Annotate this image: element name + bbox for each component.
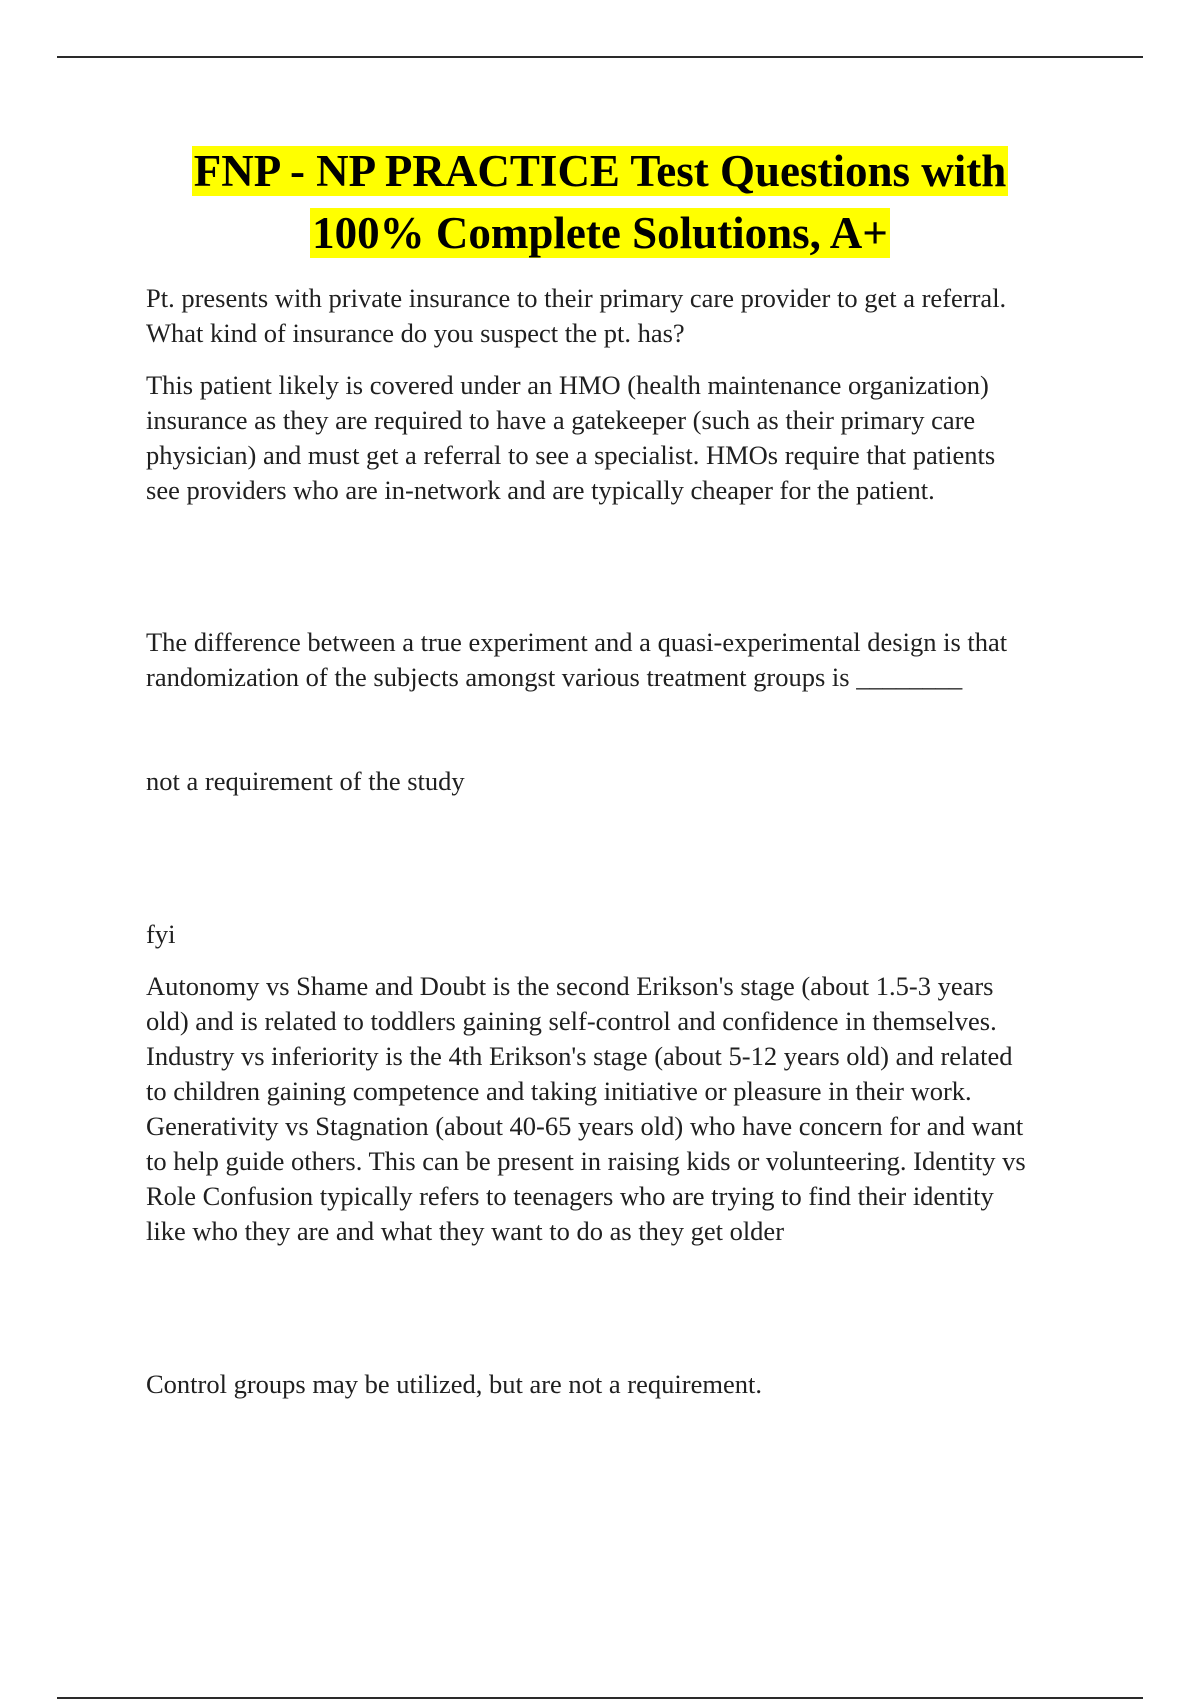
- question-experiment: [146, 625, 1096, 695]
- text-line: old) and is related to toddlers gaining self-control and confidence in themselves.: [146, 1006, 997, 1036]
- answer-control-groups: [146, 1367, 1096, 1402]
- text-line: fyi: [146, 919, 176, 949]
- answer-insurance: [146, 368, 1096, 508]
- document-title: [57, 140, 1143, 264]
- answer-experiment: [146, 764, 1096, 799]
- text-line: Pt. presents with private insurance to their primary care provider to get a referral.: [146, 283, 1007, 313]
- title-line-2: 100% Complete Solutions, A+: [312, 208, 888, 258]
- text-line: Generativity vs Stagnation (about 40-65 years old) who have concern for and want: [146, 1111, 1024, 1141]
- top-rule: [57, 56, 1143, 58]
- answer-erikson-stages: [146, 969, 1096, 1249]
- title-line-1: FNP - NP PRACTICE Test Questions with: [193, 146, 1007, 196]
- question-insurance: [146, 281, 1096, 351]
- text-line: Control groups may be utilized, but are not a requirement.: [146, 1369, 762, 1399]
- question-fyi: [146, 917, 1096, 952]
- text-line: to children gaining competence and taking initiative or pleasure in their work.: [146, 1076, 972, 1106]
- text-line: see providers who are in-network and are typically cheaper for the patient.: [146, 475, 935, 505]
- text-line: Autonomy vs Shame and Doubt is the second Erikson's stage (about 1.5-3 years: [146, 971, 994, 1001]
- text-line: not a requirement of the study: [146, 766, 465, 796]
- text-line: Industry vs inferiority is the 4th Erikson's stage (about 5-12 years old) and related: [146, 1041, 1013, 1071]
- text-line: to help guide others. This can be present in raising kids or volunteering. Identity vs: [146, 1146, 1026, 1176]
- bottom-rule: [57, 1697, 1143, 1699]
- text-line: Role Confusion typically refers to teenagers who are trying to find their identity: [146, 1181, 994, 1211]
- text-line: insurance as they are required to have a gatekeeper (such as their primary care: [146, 405, 976, 435]
- text-line: physician) and must get a referral to see a specialist. HMOs require that patients: [146, 440, 996, 470]
- text-line: The difference between a true experiment and a quasi-experimental design is that: [146, 627, 1008, 657]
- text-line: randomization of the subjects amongst various treatment groups is ________: [146, 662, 963, 692]
- text-line: What kind of insurance do you suspect the pt. has?: [146, 318, 685, 348]
- text-line: like who they are and what they want to do as they get older: [146, 1216, 785, 1246]
- text-line: This patient likely is covered under an HMO (health maintenance organization): [146, 370, 989, 400]
